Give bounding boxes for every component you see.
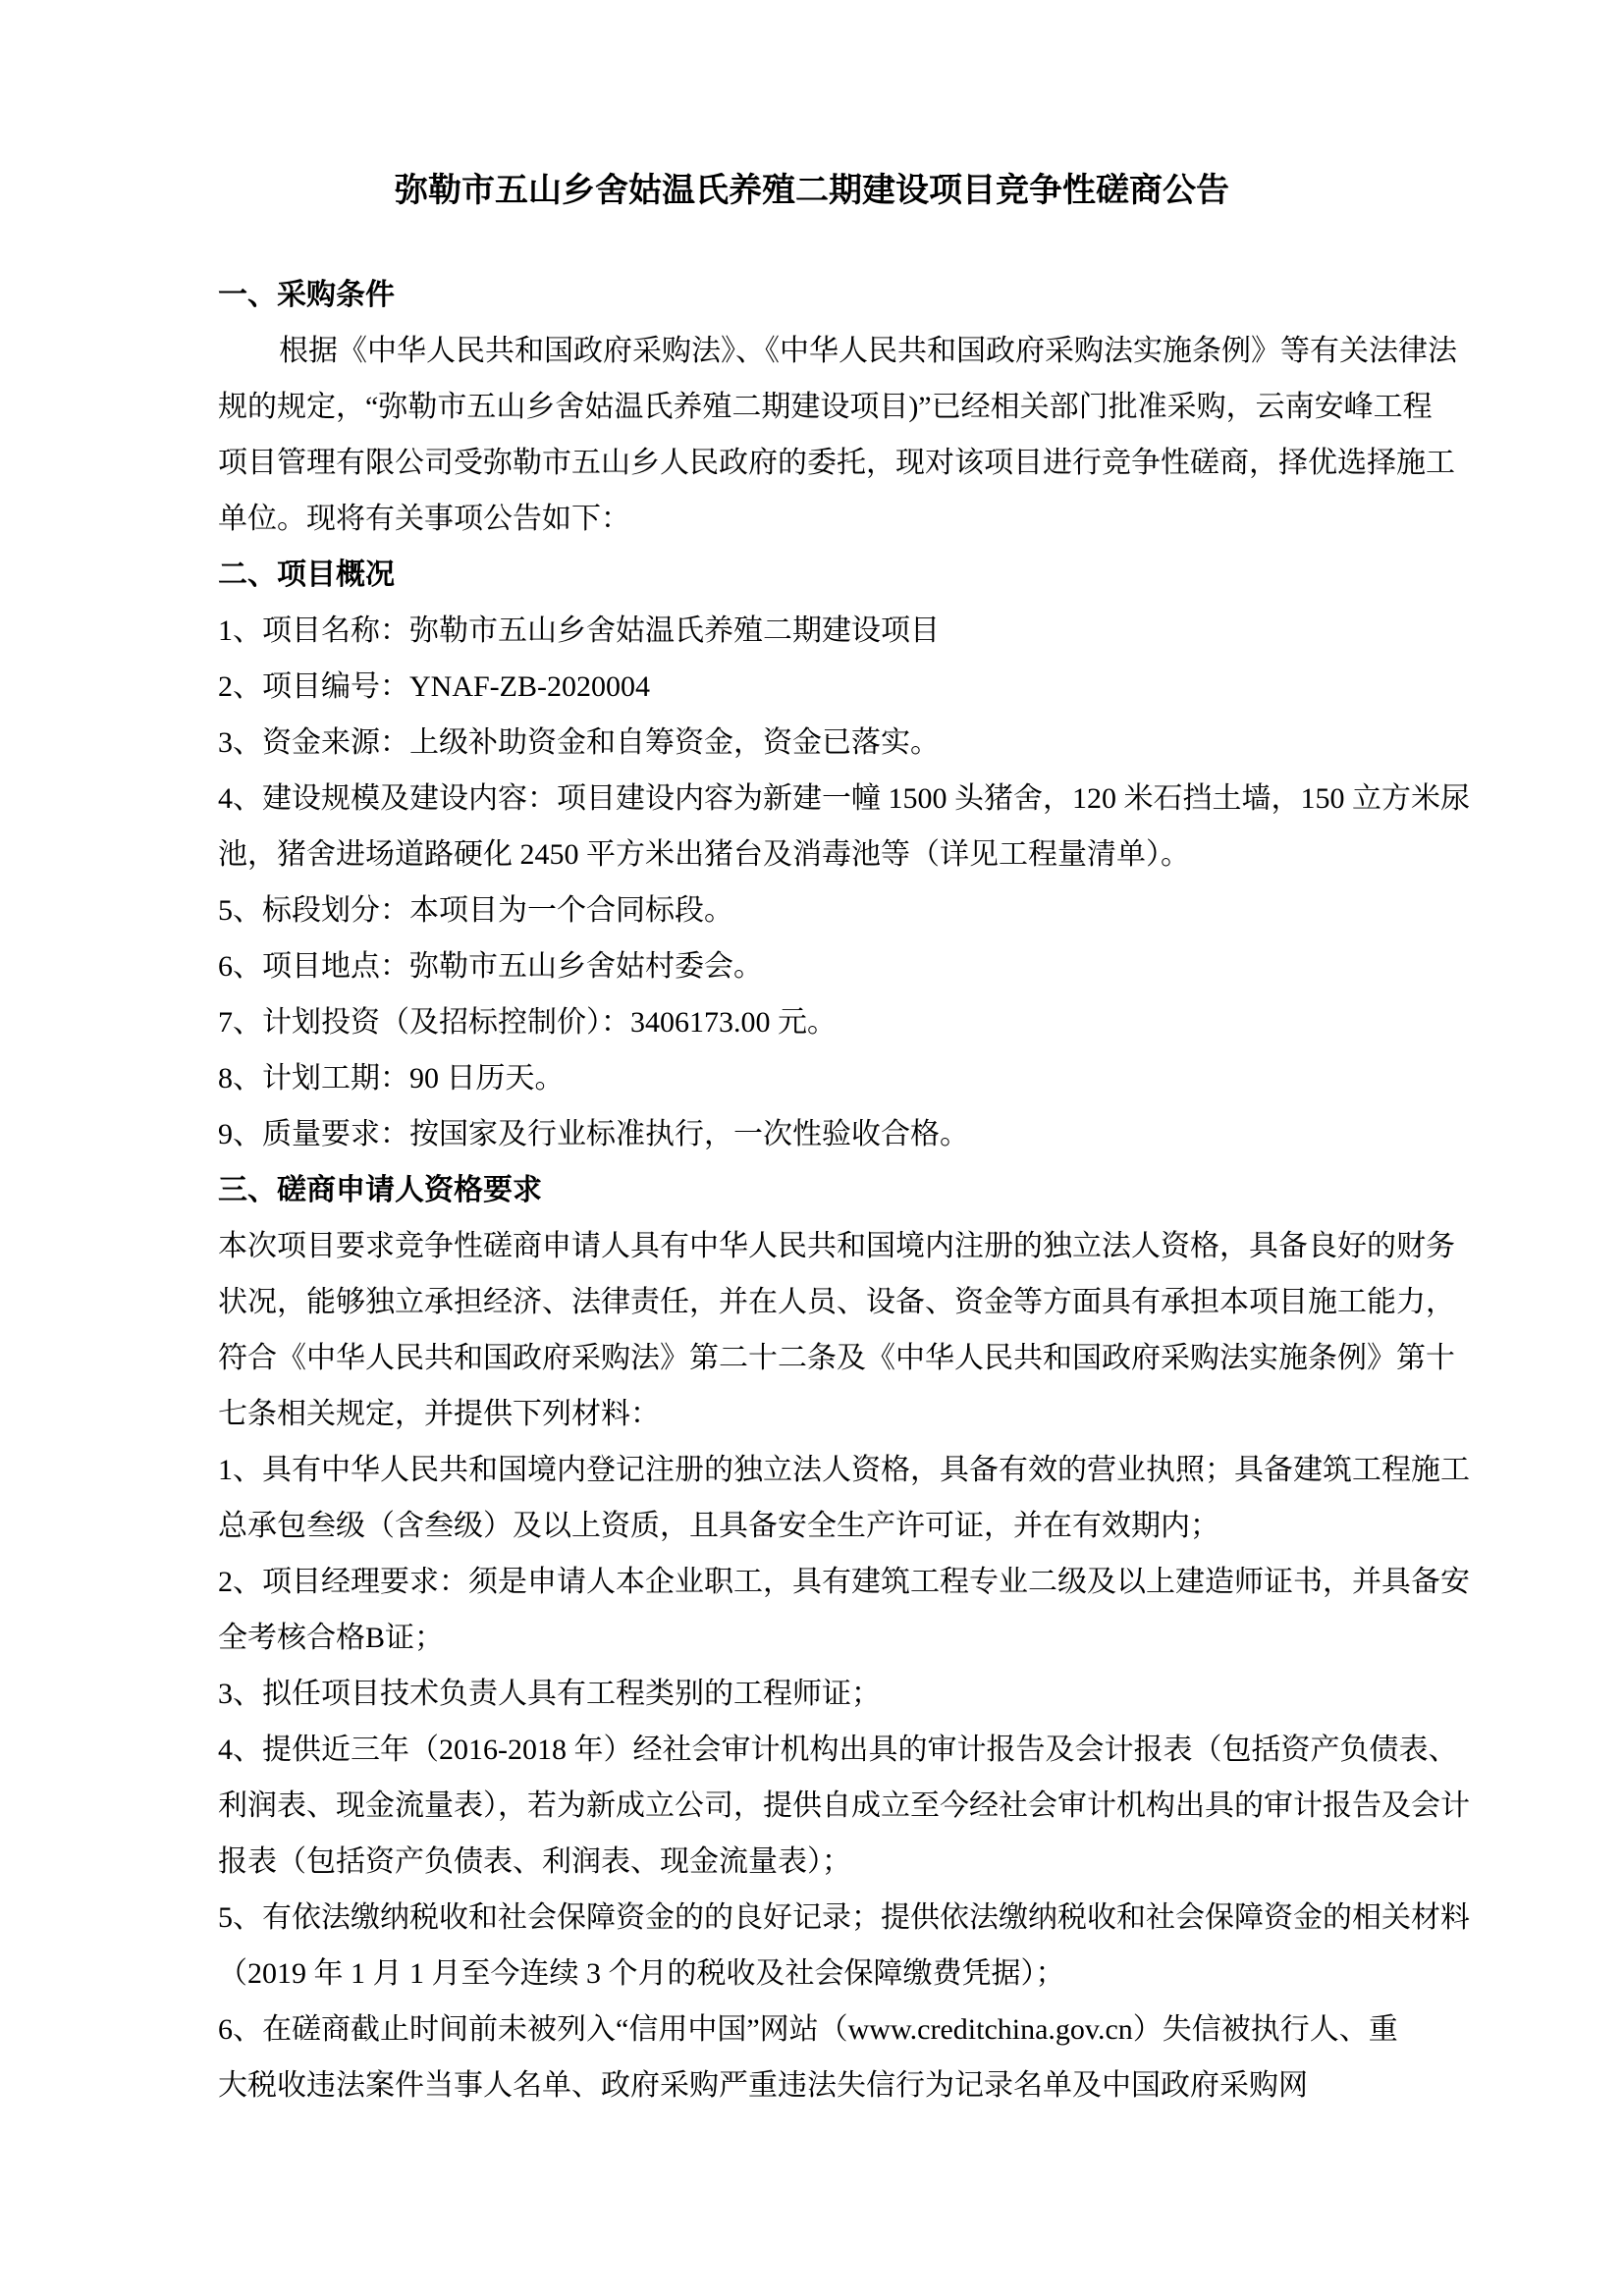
list-item <box>218 659 1406 715</box>
list-item <box>218 715 1406 771</box>
list-item-line: 9、质量要求：按国家及行业标准执行，一次性验收合格。 <box>218 1118 969 1150</box>
list-item <box>218 771 1470 882</box>
list-item-line: 5、标段划分：本项目为一个合同标段。 <box>218 894 733 927</box>
list-item <box>218 882 1406 938</box>
list-item-line: 3、拟任项目技术负责人具有工程类别的工程师证； <box>218 1678 881 1710</box>
list-item <box>218 1666 1406 1722</box>
paragraph <box>218 1218 1455 1442</box>
paragraph-line: 七条相关规定，并提供下列材料： <box>218 1398 660 1430</box>
section-applicant-qualifications <box>218 1162 1470 2113</box>
section-heading: 一、采购条件 <box>218 279 395 311</box>
list-item <box>218 2002 1406 2113</box>
paragraph-line: 状况，能够独立承担经济、法律责任，并在人员、设备、资金等方面具有承担本项目施工能力， <box>218 1286 1455 1318</box>
document-title: 弥勒市五山乡舍姑温氏养殖二期建设项目竞争性磋商公告 <box>395 173 1229 209</box>
list-item-line: 1、项目名称：弥勒市五山乡舍姑温氏养殖二期建设项目 <box>218 614 940 647</box>
list-item-line: 总承包叁级（含叁级）及以上资质，且具备安全生产许可证，并在有效期内； <box>218 1510 1219 1542</box>
list-item-line: 全考核合格B证； <box>218 1622 445 1654</box>
list-item <box>218 603 1406 659</box>
list-item-line: 7、计划投资（及招标控制价）：3406173.00 元。 <box>218 1006 837 1039</box>
list-item <box>218 1442 1470 1554</box>
list-item <box>218 1890 1470 2002</box>
list-item <box>218 1722 1470 1890</box>
list-item-line: （2019 年 1 月 1 月至今连续 3 个月的税收及社会保障缴费凭据）； <box>218 1957 1065 1990</box>
list-item-line: 1、具有中华人民共和国境内登记注册的独立法人资格，具备有效的营业执照；具备建筑工程施工 <box>218 1454 1470 1486</box>
list-item-line: 报表（包括资产负债表、利润表、现金流量表）； <box>218 1845 851 1878</box>
list-item-line: 2、项目经理要求：须是申请人本企业职工，具有建筑工程专业二级及以上建造师证书，并具备安 <box>218 1566 1470 1598</box>
paragraph <box>218 323 1457 547</box>
list-item <box>218 1106 1406 1162</box>
paragraph-line: 符合《中华人民共和国政府采购法》第二十二条及《中华人民共和国政府采购法实施条例》第十 <box>218 1342 1455 1374</box>
list-item <box>218 1554 1470 1666</box>
list-item <box>218 1050 1406 1106</box>
list-item <box>218 938 1406 994</box>
paragraph-line: 本次项目要求竞争性磋商申请人具有中华人民共和国境内注册的独立法人资格，具备良好的财务 <box>218 1230 1455 1262</box>
section-heading: 三、磋商申请人资格要求 <box>218 1174 542 1206</box>
list-item-line: 大税收违法案件当事人名单、政府采购严重违法失信行为记录名单及中国政府采购网 <box>218 2069 1308 2102</box>
paragraph-line: 根据《中华人民共和国政府采购法》、《中华人民共和国政府采购法实施条例》等有关法律法 <box>279 335 1457 367</box>
section-project-overview <box>218 547 1470 1162</box>
paragraph-line: 项目管理有限公司受弥勒市五山乡人民政府的委托，现对该项目进行竞争性磋商，择优选择施工 <box>218 447 1455 479</box>
document-content <box>218 0 1470 2113</box>
list-item-line: 4、提供近三年（2016-2018 年）经社会审计机构出具的审计报告及会计报表（包括资产负债表、 <box>218 1734 1458 1766</box>
list-item-line: 8、计划工期：90 日历天。 <box>218 1062 565 1095</box>
list-item-line: 4、建设规模及建设内容：项目建设内容为新建一幢 1500 头猪舍，120 米石挡土墙，150 立方米尿 <box>218 782 1470 815</box>
list-item-line: 5、有依法缴纳税收和社会保障资金的的良好记录；提供依法缴纳税收和社会保障资金的相关材料 <box>218 1901 1470 1934</box>
section-purchase-conditions <box>218 267 1457 547</box>
list-item-line: 3、资金来源：上级补助资金和自筹资金，资金已落实。 <box>218 726 940 759</box>
paragraph-line: 规的规定，“弥勒市五山乡舍姑温氏养殖二期建设项目)”已经相关部门批准采购，云南安峰工程 <box>218 391 1433 423</box>
list-item-line: 2、项目编号：YNAF-ZB-2020004 <box>218 670 650 703</box>
section-heading: 二、项目概况 <box>218 559 395 591</box>
list-item-line: 利润表、现金流量表），若为新成立公司，提供自成立至今经社会审计机构出具的审计报告及会计 <box>218 1789 1470 1822</box>
list-item-line: 6、项目地点：弥勒市五山乡舍姑村委会。 <box>218 950 763 983</box>
list-item-line: 6、在磋商截止时间前未被列入“信用中国”网站（www.creditchina.gov.cn）失信被执行人、重 <box>218 2013 1398 2046</box>
list-item-line: 池，猪舍进场道路硬化 2450 平方米出猪台及消毒池等（详见工程量清单）。 <box>218 838 1190 871</box>
list-item <box>218 994 1406 1050</box>
paragraph-line: 单位。现将有关事项公告如下： <box>218 503 630 535</box>
